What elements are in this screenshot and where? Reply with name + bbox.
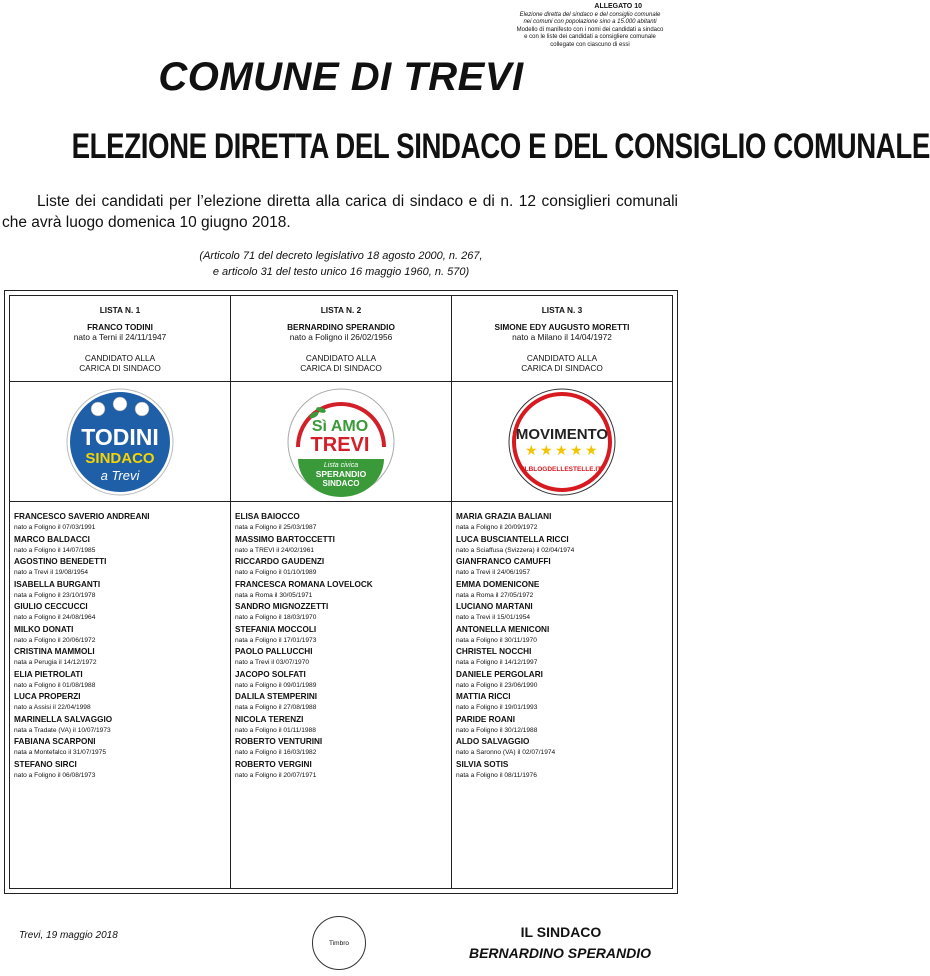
list-number: LISTA N. 3 (541, 305, 583, 315)
allegato-line: Elezione diretta del sindaco e del consiglio comunale (519, 11, 661, 18)
list-item: STEFANIA MOCCOLI nata a Foligno il 17/01/1973 (235, 624, 317, 644)
allegato-line: Modello di manifesto con i nomi dei candidati a sindaco (516, 26, 664, 33)
role-line: CARICA DI SINDACO (521, 363, 603, 373)
list-item: FRANCESCO SAVERIO ANDREANI nato a Foligno il 07/03/1991 (14, 512, 150, 531)
law-reference (0, 248, 682, 280)
list-item: ELISA BAIOCCO nata a Foligno il 25/03/1987 (235, 512, 317, 531)
list-item: MARINELLA SALVAGGIO nata a Tradate (VA) il 10/07/1973 (14, 714, 113, 734)
list-column-2 (231, 296, 452, 888)
allegato-line: e con le liste dei candidati a consigliere comunale (524, 34, 656, 41)
list-header (231, 296, 451, 382)
list-item: MATTIA RICCI nato a Foligno il 19/01/1993 (456, 692, 538, 711)
allegato-line: nei comuni con popolazione sino a 15.000 abitanti (523, 19, 657, 26)
stamp-label: Timbro (329, 939, 349, 947)
logo-text: TODINI (81, 423, 159, 450)
list-item: ROBERTO VENTURINI nato a Foligno il 16/03/1982 (235, 737, 323, 756)
list-item: SANDRO MIGNOZZETTI nato a Foligno il 18/03/1970 (235, 602, 329, 621)
document-date: Trevi, 19 maggio 2018 (19, 930, 118, 941)
list-item: MASSIMO BARTOCCETTI nato a TREVI il 24/02/1961 (235, 534, 335, 554)
lists-table (9, 295, 673, 889)
list-item: JACOPO SOLFATI nato a Foligno il 09/01/1989 (235, 669, 317, 689)
star-icon: ★ (585, 441, 598, 458)
list-column-3 (452, 296, 672, 888)
candidate-list (10, 502, 230, 781)
logo-text: a Trevi (100, 467, 140, 483)
logo-text: SINDACO (322, 478, 360, 488)
logo-text: MOVIMENTO (515, 425, 609, 443)
list-logo-cell (231, 382, 451, 502)
list-item: EMMA DOMENICONE nata a Roma il 27/05/1972 (456, 579, 540, 599)
list-item: NICOLA TERENZI nato a Foligno il 01/11/1988 (235, 714, 316, 734)
list-item: STEFANO SIRCI nato a Foligno il 06/08/1973 (14, 759, 96, 779)
page-subtitle: ELEZIONE DIRETTA DEL SINDACO E DEL CONSIGLIO COMUNALE (71, 127, 930, 166)
star-icon: ★ (555, 441, 568, 458)
role-line: CANDIDATO ALLA (84, 352, 156, 363)
star-icon: ★ (570, 441, 583, 458)
list-item: LUCA PROPERZI nato a Assisi il 22/04/1998 (14, 692, 91, 711)
list-item: PARIDE ROANI nato a Foligno il 30/12/1988 (456, 714, 538, 734)
list-item: LUCIANO MARTANI nato a Trevi il 15/01/1954 (456, 602, 533, 621)
list-item: GIANFRANCO CAMUFFI nato a Trevi il 24/06/1957 (456, 557, 551, 576)
signer-title: IL SINDACO (520, 924, 602, 940)
logo-text: Sì AMO (311, 417, 369, 435)
todini-sindaco-logo (65, 387, 175, 497)
list-item: AGOSTINO BENEDETTI nato a Trevi il 19/08/1954 (14, 557, 107, 576)
stamp-circle (312, 916, 366, 970)
list-number: LISTA N. 1 (99, 305, 141, 315)
logo-text: Lista civica (323, 461, 359, 469)
candidate-list (231, 502, 451, 781)
list-item: GIULIO CECCUCCI nato a Foligno il 24/08/1964 (14, 602, 96, 621)
role-line: CANDIDATO ALLA (305, 352, 377, 363)
list-item: DALILA STEMPERINI nata a Foligno il 27/08/1988 (235, 692, 318, 711)
mayor-candidate-name: FRANCO TODINI (87, 321, 153, 332)
list-logo-cell (10, 382, 230, 502)
list-item: SILVIA SOTIS nata a Foligno il 08/11/1976 (456, 759, 537, 779)
list-item: FABIANA SCARPONI nata a Montefalco il 31/07/1975 (14, 737, 107, 756)
allegato-header (510, 3, 670, 49)
law-line: (Articolo 71 del decreto legislativo 18 agosto 2000, n. 267, (199, 250, 483, 262)
intro-paragraph: Liste dei candidati per l’elezione diretta alla carica di sindaco e di n. 12 consiglieri comunali che avrà luogo domenica 10 giugno 2018. (2, 193, 678, 231)
role-line: CARICA DI SINDACO (79, 363, 161, 373)
lists-frame (4, 290, 678, 894)
list-item: ANTONELLA MENICONI nata a Foligno il 30/11/1970 (456, 624, 550, 644)
list-item: ELIA PIETROLATI nato a Foligno il 01/08/1988 (14, 669, 96, 689)
allegato-line: collegate con ciascuno di essi (550, 41, 630, 48)
list-item: ALDO SALVAGGIO nato a Saronno (VA) il 02/07/1974 (456, 737, 556, 756)
law-line: e articolo 31 del testo unico 16 maggio 1960, n. 570) (212, 266, 470, 278)
list-logo-cell (452, 382, 672, 502)
allegato-number: ALLEGATO 10 (594, 3, 642, 10)
si-amo-trevi-logo (286, 387, 396, 497)
list-column-1 (10, 296, 231, 888)
list-header (452, 296, 672, 382)
star-icon: ★ (540, 441, 553, 458)
role-line: CARICA DI SINDACO (300, 363, 382, 373)
movimento-logo (507, 387, 617, 497)
logo-text: SINDACO (85, 449, 155, 467)
list-item: MARCO BALDACCI nato a Foligno il 14/07/1985 (14, 534, 96, 554)
mayor-candidate-name: BERNARDINO SPERANDIO (287, 321, 395, 332)
role-line: CANDIDATO ALLA (526, 352, 598, 363)
list-item: ROBERTO VERGINI nato a Foligno il 20/07/1971 (235, 759, 317, 779)
mayor-candidate-birth: nato a Foligno il 26/02/1956 (289, 332, 393, 342)
page-title: COMUNE DI TREVI (158, 55, 524, 99)
list-item: RICCARDO GAUDENZI nato a Foligno il 01/10/1989 (235, 557, 325, 576)
list-item: PAOLO PALLUCCHI nato a Trevi il 03/07/1970 (235, 647, 313, 666)
star-icon: ★ (525, 441, 538, 458)
signer-name: BERNARDINO SPERANDIO (468, 945, 651, 961)
logo-text: TREVI (310, 433, 370, 456)
logo-text: SPERANDIO (315, 468, 367, 479)
list-item: FRANCESCA ROMANA LOVELOCK nata a Roma il 30/05/1971 (235, 579, 373, 599)
list-item: ISABELLA BURGANTI nata a Foligno il 23/10/1978 (14, 579, 101, 599)
list-item: DANIELE PERGOLARI nato a Foligno il 23/06/1990 (456, 669, 543, 689)
list-item: MARIA GRAZIA BALIANI nata a Foligno il 20/09/1972 (456, 512, 552, 531)
list-item: CRISTINA MAMMOLI nata a Perugia il 14/12/1972 (14, 647, 97, 666)
mayor-candidate-name: SIMONE EDY AUGUSTO MORETTI (494, 321, 630, 332)
mayor-candidate-birth: nato a Terni il 24/11/1947 (73, 332, 167, 342)
list-number: LISTA N. 2 (320, 305, 362, 315)
candidate-list (452, 502, 672, 781)
list-header (10, 296, 230, 382)
mayor-candidate-birth: nato a Milano il 14/04/1972 (512, 332, 612, 342)
list-item: LUCA BUSCIANTELLA RICCI nato a Sciaffusa (Svizzera) il 02/04/1974 (456, 534, 575, 554)
list-item: MILKO DONATI nato a Foligno il 20/06/1972 (14, 624, 96, 644)
list-item: CHRISTEL NOCCHI nata a Foligno il 14/12/1997 (456, 647, 538, 666)
logo-text: ILBLOGDELLESTELLE.IT (522, 465, 602, 473)
